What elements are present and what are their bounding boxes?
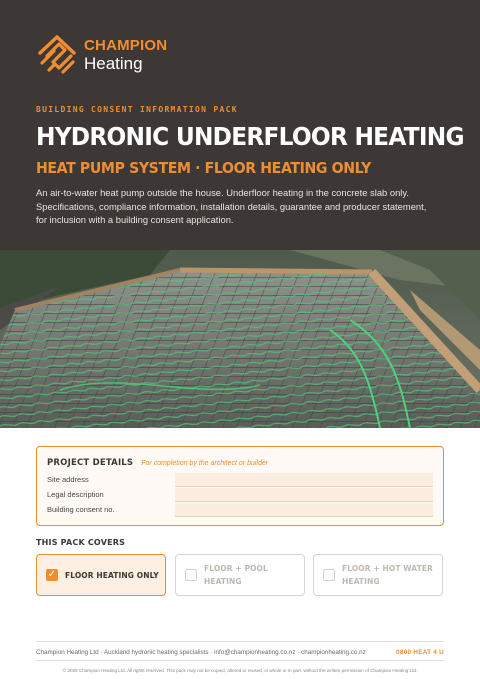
site-address-field — [47, 473, 433, 487]
project-details-title: PROJECT DETAILS — [47, 458, 134, 468]
option-floor-pool-heating[interactable] — [175, 554, 305, 596]
underfloor-pipework-photo — [0, 250, 480, 428]
footer-contact: Champion Heating Ltd · Auckland hydronic heating specialists · info@championheating.co.nz · championheating.co.nz — [36, 649, 366, 656]
building-consent-input[interactable] — [175, 503, 433, 517]
site-address-label: Site address — [47, 475, 89, 484]
empty-checkbox-icon[interactable] — [185, 569, 197, 581]
document-kicker: BUILDING CONSENT INFORMATION PACK — [36, 105, 238, 114]
legal-description-input[interactable] — [175, 488, 433, 502]
project-details-panel — [36, 446, 444, 526]
option-floor-hot-water-heating[interactable] — [313, 554, 443, 596]
pack-covers-heading: THIS PACK COVERS — [36, 538, 126, 547]
option-label: FLOOR HEATING ONLY — [65, 570, 159, 580]
brand-name-top: CHAMPION — [84, 37, 168, 54]
footer-divider — [36, 641, 444, 642]
option-floor-heating-only[interactable] — [36, 554, 166, 596]
checkmark-icon[interactable]: ✓ — [47, 569, 57, 580]
legal-description-field — [47, 488, 433, 502]
empty-checkbox-icon[interactable] — [323, 569, 335, 581]
option-label — [342, 562, 433, 588]
copyright-notice: © 2026 Champion Heating Ltd. All rights reserved. This pack may not be copied, altered or reused, in whole or in part, without the written permission of Champion Heating Ltd. — [62, 668, 418, 673]
document-title: HYDRONIC UNDERFLOOR HEATING — [36, 122, 464, 151]
legal-description-label: Legal description — [47, 490, 104, 499]
cover-header — [0, 0, 480, 250]
brand-name-bottom: Heating — [84, 54, 143, 73]
brand-logo — [36, 33, 167, 77]
project-details-hint: For completion by the architect or builder — [141, 460, 269, 467]
building-consent-field — [47, 503, 433, 517]
radiant-heat-logo-icon — [36, 33, 78, 77]
option-label-line2: HEATING — [342, 577, 380, 586]
site-address-input[interactable] — [175, 473, 433, 487]
document-subtitle: HEAT PUMP SYSTEM · FLOOR HEATING ONLY — [36, 159, 371, 177]
building-consent-label: Building consent no. — [47, 505, 115, 514]
footer-phone: 0800 HEAT 4 U — [396, 649, 444, 656]
intro-paragraph: An air-to-water heat pump outside the house. Underfloor heating in the concrete slab only. Specifications, compliance information, installation details, guarantee and producer statement, for inclusion with a building consent application. — [36, 187, 427, 225]
copyright-divider — [36, 660, 444, 661]
option-label: FLOOR + POOL HEATING — [204, 564, 268, 586]
option-label-line1: FLOOR + HOT WATER — [342, 564, 433, 573]
